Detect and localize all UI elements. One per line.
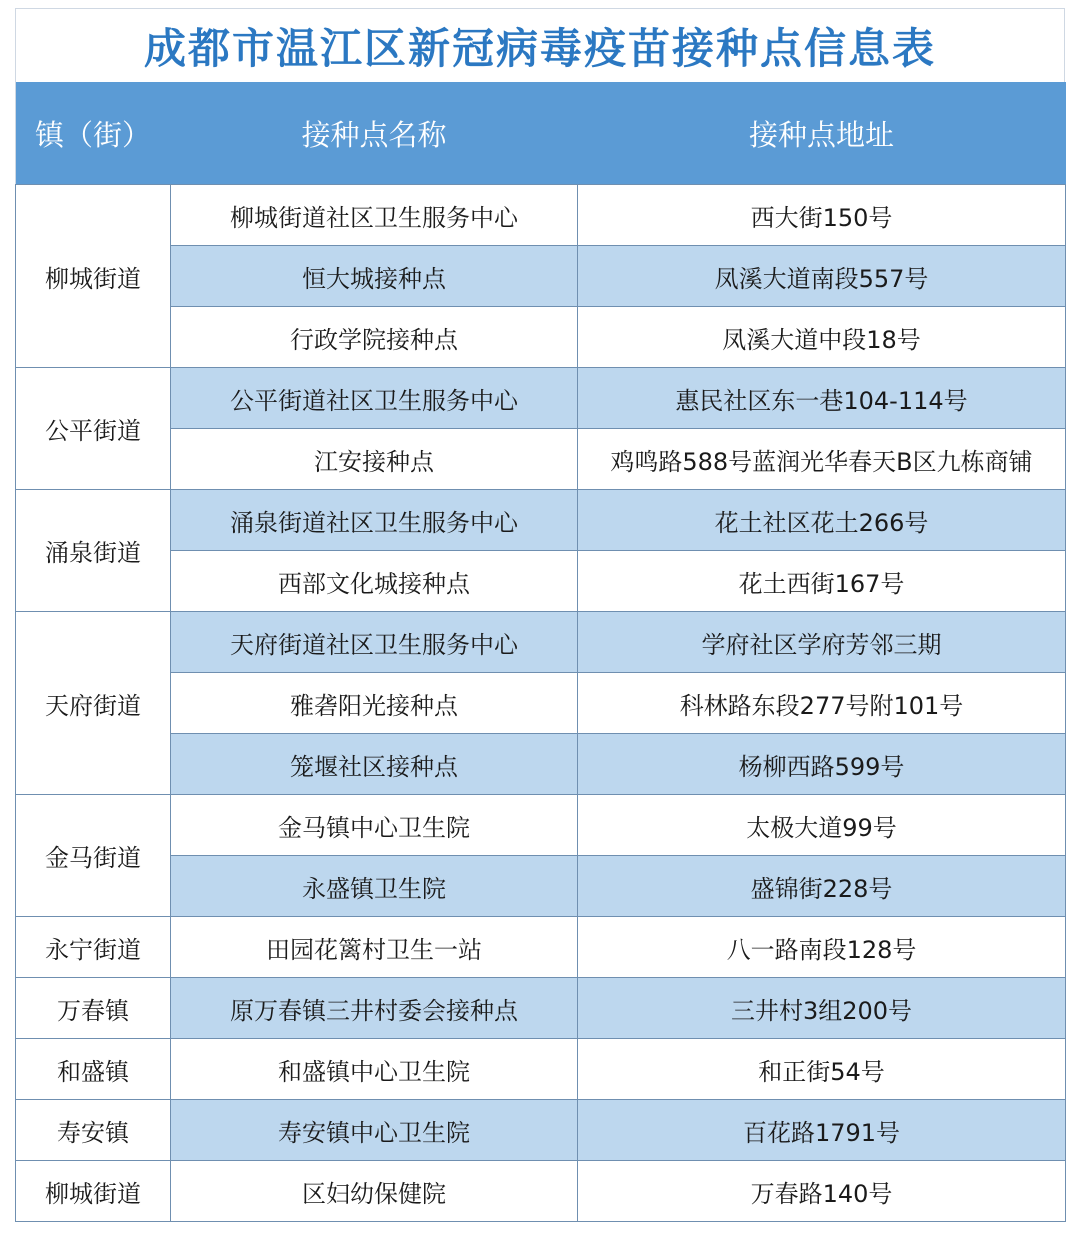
site-name-cell: 和盛镇中心卫生院 — [171, 1039, 578, 1100]
table-row — [16, 734, 1066, 795]
table-row — [16, 490, 1066, 551]
site-name-cell: 雅砻阳光接种点 — [171, 673, 578, 734]
site-name-cell: 恒大城接种点 — [171, 246, 578, 307]
site-address-cell: 杨柳西路599号 — [578, 734, 1066, 795]
site-address-cell: 惠民社区东一巷104-114号 — [578, 368, 1066, 429]
table-row — [16, 1100, 1066, 1161]
site-name-cell: 天府街道社区卫生服务中心 — [171, 612, 578, 673]
table-row — [16, 246, 1066, 307]
table-row — [16, 612, 1066, 673]
site-name-cell: 公平街道社区卫生服务中心 — [171, 368, 578, 429]
site-name-cell: 西部文化城接种点 — [171, 551, 578, 612]
site-name-cell: 行政学院接种点 — [171, 307, 578, 368]
site-name-cell: 金马镇中心卫生院 — [171, 795, 578, 856]
table-row — [16, 368, 1066, 429]
header-town: 镇（街） — [16, 82, 171, 185]
site-address-cell: 学府社区学府芳邻三期 — [578, 612, 1066, 673]
table-row — [16, 185, 1066, 246]
site-address-cell: 盛锦街228号 — [578, 856, 1066, 917]
table-row — [16, 551, 1066, 612]
table-row — [16, 307, 1066, 368]
town-cell: 柳城街道 — [16, 185, 171, 368]
site-address-cell: 三井村3组200号 — [578, 978, 1066, 1039]
site-name-cell: 涌泉街道社区卫生服务中心 — [171, 490, 578, 551]
header-site-name: 接种点名称 — [171, 82, 578, 185]
town-cell: 永宁街道 — [16, 917, 171, 978]
site-address-cell: 鸡鸣路588号蓝润光华春天B区九栋商铺 — [578, 429, 1066, 490]
site-name-cell: 柳城街道社区卫生服务中心 — [171, 185, 578, 246]
site-address-cell: 凤溪大道南段557号 — [578, 246, 1066, 307]
table-row — [16, 1161, 1066, 1222]
table-row — [16, 795, 1066, 856]
town-cell: 金马街道 — [16, 795, 171, 917]
header-site-address: 接种点地址 — [578, 82, 1066, 185]
site-name-cell: 江安接种点 — [171, 429, 578, 490]
town-cell: 公平街道 — [16, 368, 171, 490]
site-address-cell: 花土西街167号 — [578, 551, 1066, 612]
site-address-cell: 花土社区花土266号 — [578, 490, 1066, 551]
site-address-cell: 太极大道99号 — [578, 795, 1066, 856]
table-row — [16, 917, 1066, 978]
site-name-cell: 笼堰社区接种点 — [171, 734, 578, 795]
town-cell: 寿安镇 — [16, 1100, 171, 1161]
table-row — [16, 1039, 1066, 1100]
site-name-cell: 原万春镇三井村委会接种点 — [171, 978, 578, 1039]
site-name-cell: 永盛镇卫生院 — [171, 856, 578, 917]
site-name-cell: 区妇幼保健院 — [171, 1161, 578, 1222]
table-row — [16, 429, 1066, 490]
table-row — [16, 978, 1066, 1039]
page-title: 成都市温江区新冠病毒疫苗接种点信息表 — [143, 24, 936, 73]
site-address-cell: 八一路南段128号 — [578, 917, 1066, 978]
header-row — [16, 82, 1066, 185]
site-address-cell: 西大街150号 — [578, 185, 1066, 246]
site-name-cell: 寿安镇中心卫生院 — [171, 1100, 578, 1161]
site-address-cell: 百花路1791号 — [578, 1100, 1066, 1161]
table-header — [16, 82, 1066, 185]
table-row — [16, 673, 1066, 734]
vaccination-sites-table — [15, 82, 1066, 1222]
town-cell: 涌泉街道 — [16, 490, 171, 612]
town-cell: 和盛镇 — [16, 1039, 171, 1100]
site-address-cell: 万春路140号 — [578, 1161, 1066, 1222]
site-name-cell: 田园花篱村卫生一站 — [171, 917, 578, 978]
site-address-cell: 科林路东段277号附101号 — [578, 673, 1066, 734]
table-row — [16, 856, 1066, 917]
town-cell: 万春镇 — [16, 978, 171, 1039]
town-cell: 柳城街道 — [16, 1161, 171, 1222]
site-address-cell: 和正街54号 — [578, 1039, 1066, 1100]
town-cell: 天府街道 — [16, 612, 171, 795]
site-address-cell: 凤溪大道中段18号 — [578, 307, 1066, 368]
table-body — [16, 185, 1066, 1222]
